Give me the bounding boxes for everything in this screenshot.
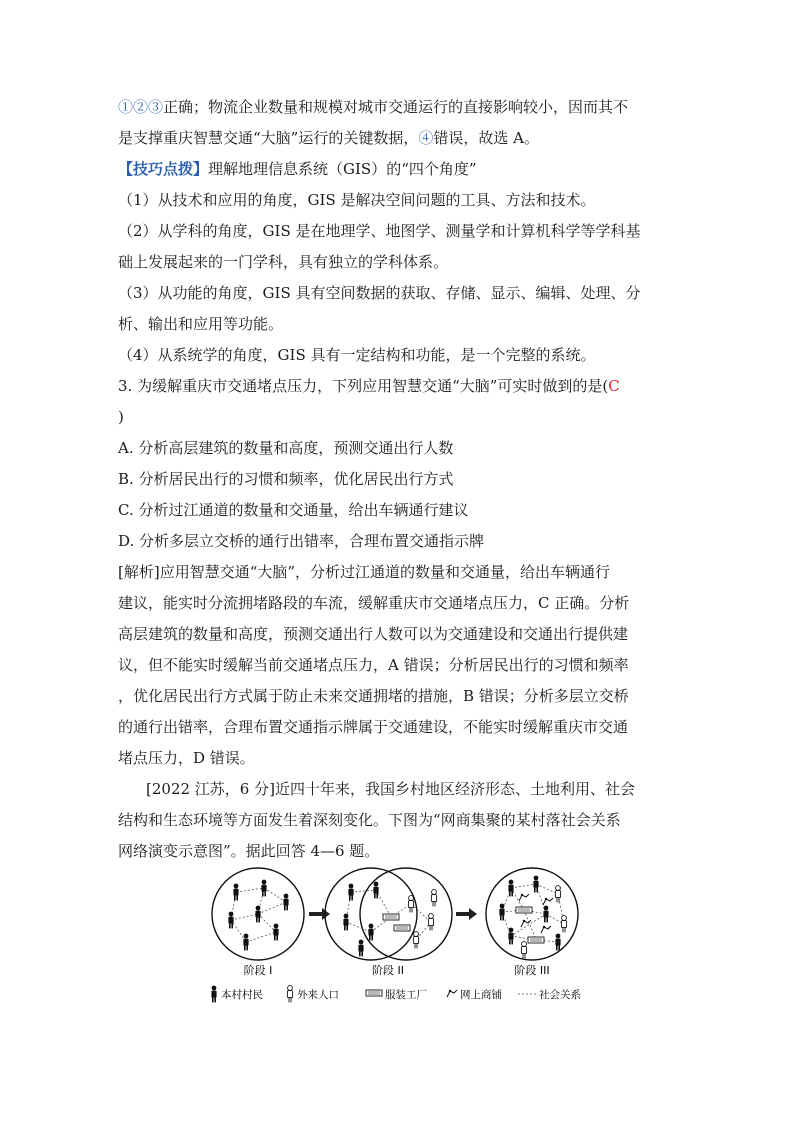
stage-label: 阶段 II bbox=[372, 964, 404, 977]
analysis-line: 的通行出错率，合理布置交通指示牌属于交通建设，不能实时缓解重庆市交通 bbox=[118, 718, 629, 736]
document-body bbox=[118, 92, 678, 867]
legend-outsider: 外来人口 bbox=[297, 989, 339, 1001]
option-a: A. 分析高层建筑的数量和高度，预测交通出行人数 bbox=[118, 439, 454, 457]
stage-1 bbox=[212, 868, 304, 960]
analysis-line: [解析]应用智慧交通“大脑”，分析过江通道的数量和交通量，给出车辆通行 bbox=[118, 563, 611, 581]
option-c: C. 分析过江通道的数量和交通量，给出车辆通行建议 bbox=[118, 501, 469, 519]
network-diagram bbox=[206, 862, 594, 1012]
stage-label: 阶段 III bbox=[514, 964, 550, 977]
legend-factory: 服装工厂 bbox=[385, 989, 427, 1001]
question-answer: C bbox=[608, 377, 620, 395]
tip-item: （3）从功能的角度，GIS 具有空间数据的获取、存储、显示、编辑、处理、分 bbox=[118, 284, 641, 302]
para1-line1: ①②③正确；物流企业数量和规模对城市交通运行的直接影响较小，因而其不 bbox=[118, 98, 629, 116]
option-d: D. 分析多层立交桥的通行出错率，合理布置交通指示牌 bbox=[118, 532, 485, 550]
source-tag: [2022 江苏，6 分] bbox=[146, 780, 275, 798]
analysis-line: 建议，能实时分流拥堵路段的车流，缓解重庆市交通堵点压力，C 正确。分析 bbox=[118, 594, 630, 612]
tip-item: 础上发展起来的一门学科，具有独立的学科体系。 bbox=[118, 253, 449, 271]
option-b: B. 分析居民出行的习惯和频率，优化居民出行方式 bbox=[118, 470, 454, 488]
stage-arrow bbox=[309, 908, 330, 920]
analysis-line: ，优化居民出行方式属于防止未来交通拥堵的措施，B 错误；分析多层立交桥 bbox=[118, 687, 629, 705]
legend-villager: 本村村民 bbox=[221, 989, 263, 1001]
analysis-line: 高层建筑的数量和高度，预测交通出行人数可以为交通建设和交通出行提供建 bbox=[118, 625, 629, 643]
intro-line: [2022 江苏，6 分]近四十年来，我国乡村地区经济形态、土地利用、社会 bbox=[146, 780, 635, 798]
stage-2 bbox=[325, 868, 452, 960]
question-stem: 3. 为缓解重庆市交通堵点压力，下列应用智慧交通“大脑”可实时做到的是(C bbox=[118, 377, 620, 395]
legend-shop: 网上商铺 bbox=[460, 989, 502, 1001]
tip-item: （2）从学科的角度，GIS 是在地理学、地图学、测量学和计算机科学等学科基 bbox=[118, 222, 641, 240]
intro-line: 网络演变示意图”。据此回答 4—6 题。 bbox=[118, 842, 380, 860]
stage-label: 阶段 I bbox=[243, 964, 273, 977]
tip-item: 析、输出和应用等功能。 bbox=[118, 315, 284, 333]
stage-3 bbox=[486, 868, 578, 960]
tip-item: （4）从系统学的角度，GIS 具有一定结构和功能，是一个完整的系统。 bbox=[118, 346, 596, 364]
analysis-line: 议，但不能实时缓解当前交通堵点压力，A 错误；分析居民出行的习惯和频率 bbox=[118, 656, 629, 674]
question-stem-close: ) bbox=[118, 408, 124, 426]
answer-marks: ①②③ bbox=[118, 98, 164, 116]
tip-label: 【技巧点拨】 bbox=[118, 160, 209, 178]
tip-item: （1）从技术和应用的角度，GIS 是解决空间问题的工具、方法和技术。 bbox=[118, 191, 596, 209]
legend-relation: 社会关系 bbox=[539, 989, 581, 1001]
legend bbox=[211, 986, 581, 1003]
para1-line2: 是支撑重庆智慧交通“大脑”运行的关键数据，④错误，故选 A。 bbox=[118, 129, 539, 147]
intro-line: 结构和生态环境等方面发生着深刻变化。下图为“网商集聚的某村落社会关系 bbox=[118, 811, 621, 829]
tip-heading: 【技巧点拨】理解地理信息系统（GIS）的“四个角度” bbox=[118, 160, 477, 178]
analysis-line: 堵点压力，D 错误。 bbox=[118, 749, 255, 767]
stage-arrow bbox=[456, 908, 477, 920]
